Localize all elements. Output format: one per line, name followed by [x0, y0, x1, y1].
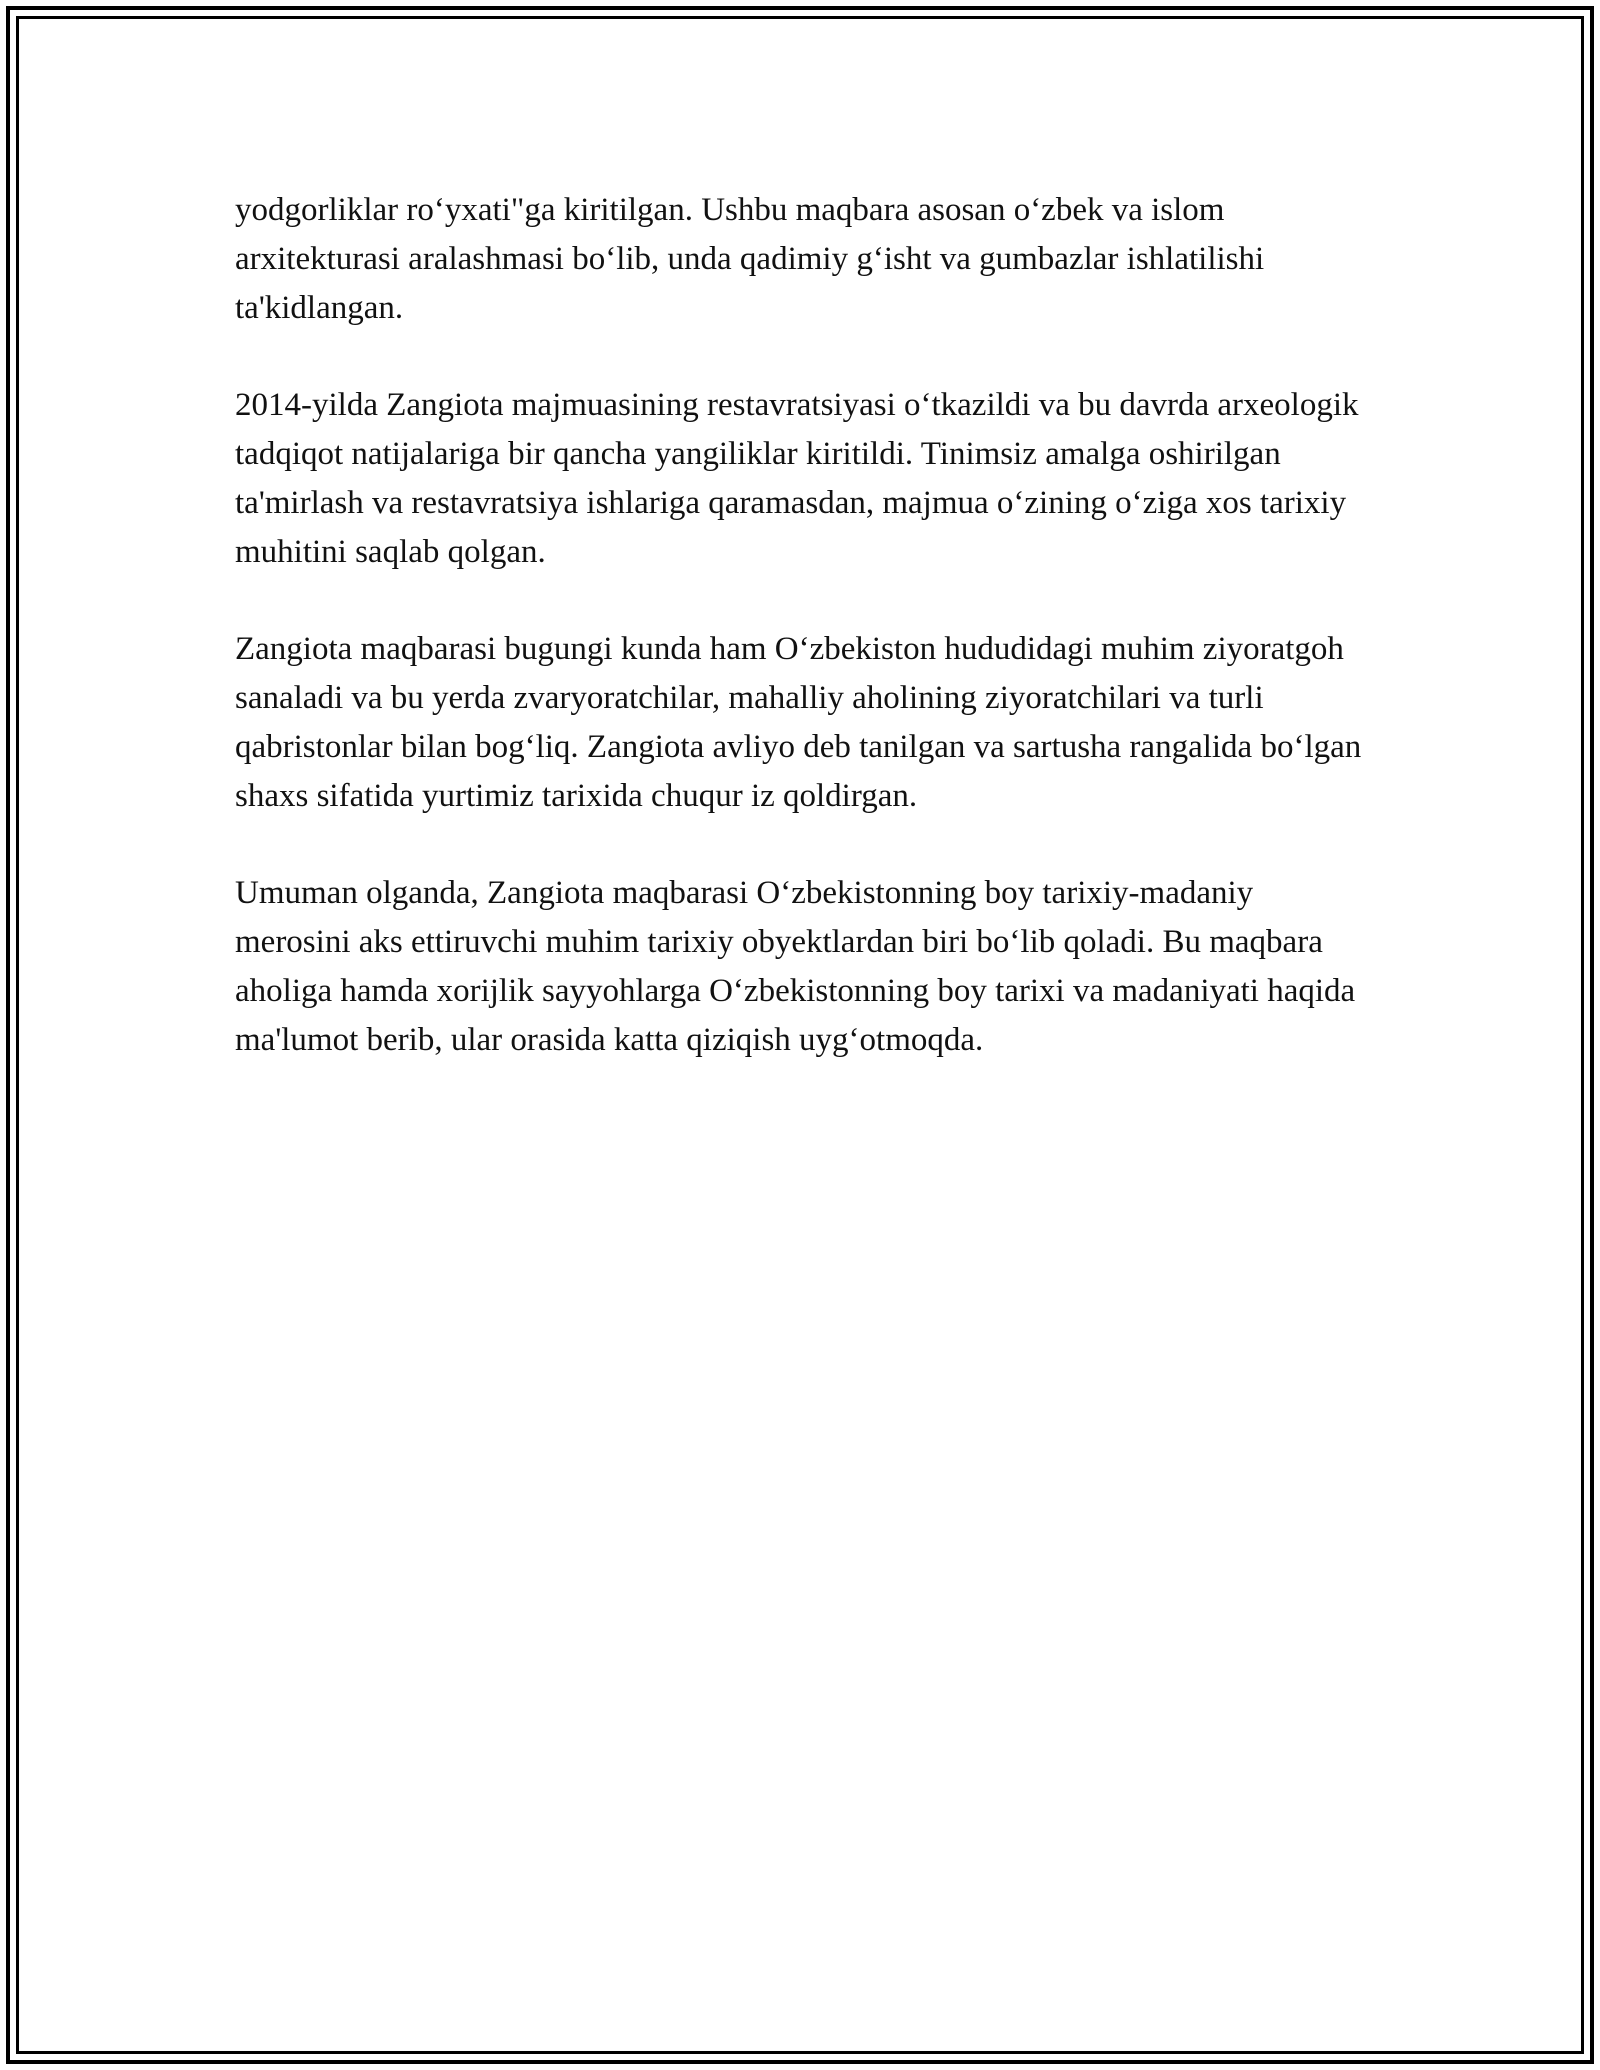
document-body [235, 186, 1375, 1113]
paragraph: Umuman olganda, Zangiota maqbarasi O‘zbekistonning boy tarixiy-madaniy merosini aks ettiruvchi muhim tarixiy obyektlardan biri bo‘lib qoladi. Bu maqbara aholiga hamda xorijlik sayyohlarga O‘zbekistonning boy tarixi va madaniyati haqida ma'lumot berib, ular orasida katta qiziqish uyg‘otmoqda. [235, 875, 1356, 1058]
paragraph: yodgorliklar ro‘yxati"ga kiritilgan. Ushbu maqbara asosan o‘zbek va islom arxitekturasi aralashmasi bo‘lib, unda qadimiy g‘isht va gumbazlar ishlatilishi ta'kidlangan. [235, 192, 1265, 326]
paragraph: Zangiota maqbarasi bugungi kunda ham O‘zbekiston hududidagi muhim ziyoratgoh sanaladi va bu yerda zvaryoratchilar, mahalliy aholining ziyoratchilari va turli qabristonlar bilan bog‘liq. Zangiota avliyo deb tanilgan va sartusha rangalida bo‘lgan shaxs sifatida yurtimiz tarixida chuqur iz qoldirgan. [235, 631, 1362, 814]
paragraph: 2014-yilda Zangiota majmuasining restavratsiyasi o‘tkazildi va bu davrda arxeologik tadqiqot natijalariga bir qancha yangiliklar kiritildi. Tinimsiz amalga oshirilgan ta'mirlash va restavratsiya ishlariga qaramasdan, majmua o‘zining o‘ziga xos tarixiy muhitini saqlab qolgan. [235, 387, 1359, 570]
